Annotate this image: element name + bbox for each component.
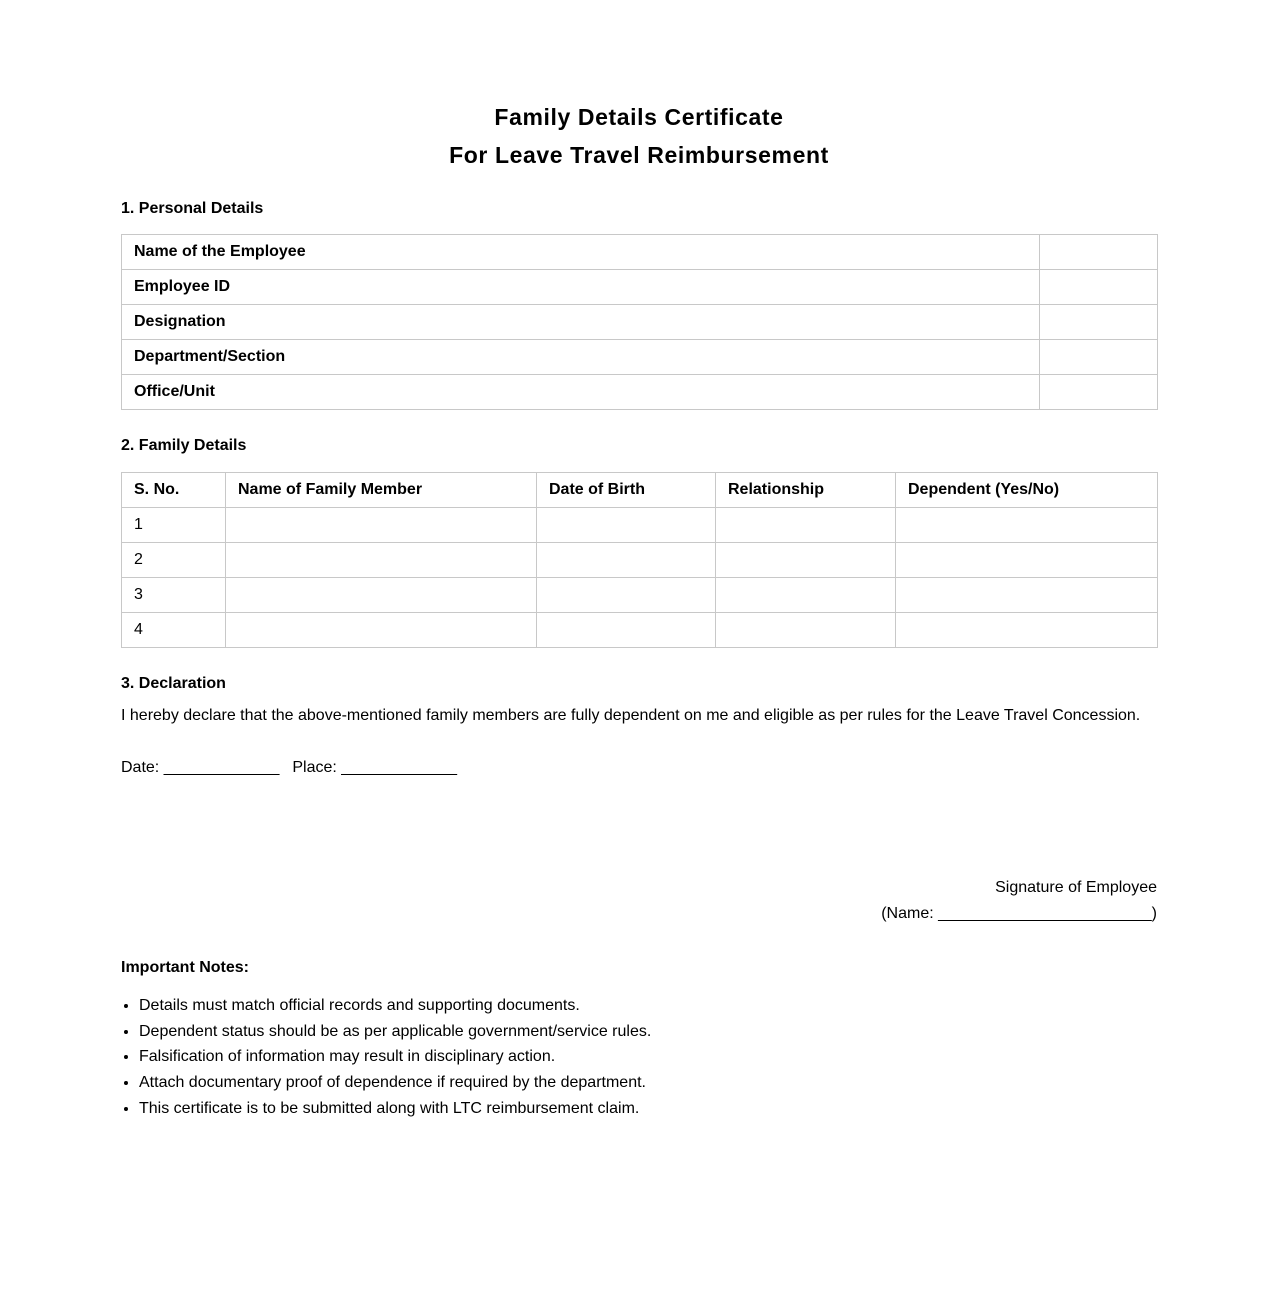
table-row (122, 578, 1158, 613)
declaration-text: I hereby declare that the above-mentioned family members are fully dependent on me and eligible as per rules for the Leave Travel Concession. (121, 707, 1141, 724)
list-item: • Details must match official records and supporting documents. (139, 993, 651, 1019)
dependent-field[interactable] (896, 578, 1158, 613)
table-row (122, 270, 1158, 305)
place-field[interactable]: Place: _____________ (292, 759, 457, 776)
employee-name-label: Name of the Employee (122, 235, 1040, 270)
table-row (122, 305, 1158, 340)
designation-field[interactable] (1040, 305, 1158, 340)
signature-name-field[interactable]: (Name: ________________________) (881, 905, 1157, 922)
list-item: • This certificate is to be submitted along with LTC reimbursement claim. (139, 1096, 651, 1122)
family-details-table (121, 472, 1158, 648)
column-header-sno: S. No. (122, 473, 226, 508)
page-title: Family Details Certificate (494, 104, 784, 130)
table-row (122, 235, 1158, 270)
dependent-field[interactable] (896, 508, 1158, 543)
department-label: Department/Section (122, 340, 1040, 375)
table-row (122, 340, 1158, 375)
family-member-name-field[interactable] (226, 543, 537, 578)
column-header-name: Name of Family Member (226, 473, 537, 508)
list-item: • Falsification of information may result in disciplinary action. (139, 1044, 651, 1070)
personal-details-table (121, 234, 1158, 410)
title-block (121, 98, 1157, 174)
family-member-name-field[interactable] (226, 578, 537, 613)
employee-id-label: Employee ID (122, 270, 1040, 305)
office-unit-field[interactable] (1040, 375, 1158, 410)
date-of-birth-field[interactable] (537, 613, 716, 648)
table-row (122, 613, 1158, 648)
date-of-birth-field[interactable] (537, 543, 716, 578)
column-header-dob: Date of Birth (537, 473, 716, 508)
date-field[interactable]: Date: _____________ (121, 759, 280, 776)
date-of-birth-field[interactable] (537, 508, 716, 543)
dependent-field[interactable] (896, 543, 1158, 578)
page-subtitle: For Leave Travel Reimbursement (449, 142, 829, 168)
row-sno: 2 (122, 543, 226, 578)
column-header-relationship: Relationship (716, 473, 896, 508)
notes-list (121, 993, 651, 1122)
office-unit-label: Office/Unit (122, 375, 1040, 410)
relationship-field[interactable] (716, 543, 896, 578)
date-of-birth-field[interactable] (537, 578, 716, 613)
declaration-heading: 3. Declaration (121, 675, 226, 692)
designation-label: Designation (122, 305, 1040, 340)
signature-label: Signature of Employee (995, 879, 1157, 896)
table-header-row (122, 473, 1158, 508)
table-row (122, 543, 1158, 578)
list-item: • Dependent status should be as per applicable government/service rules. (139, 1019, 651, 1045)
personal-details-heading: 1. Personal Details (121, 200, 264, 217)
row-sno: 4 (122, 613, 226, 648)
list-item: • Attach documentary proof of dependence if required by the department. (139, 1070, 651, 1096)
signature-block (881, 875, 1157, 927)
department-field[interactable] (1040, 340, 1158, 375)
family-member-name-field[interactable] (226, 508, 537, 543)
table-row (122, 508, 1158, 543)
dependent-field[interactable] (896, 613, 1158, 648)
relationship-field[interactable] (716, 508, 896, 543)
family-member-name-field[interactable] (226, 613, 537, 648)
family-details-heading: 2. Family Details (121, 437, 247, 454)
notes-heading: Important Notes: (121, 959, 249, 976)
date-place-line (121, 759, 457, 777)
employee-name-field[interactable] (1040, 235, 1158, 270)
employee-id-field[interactable] (1040, 270, 1158, 305)
relationship-field[interactable] (716, 613, 896, 648)
row-sno: 1 (122, 508, 226, 543)
relationship-field[interactable] (716, 578, 896, 613)
table-row (122, 375, 1158, 410)
column-header-dependent: Dependent (Yes/No) (896, 473, 1158, 508)
row-sno: 3 (122, 578, 226, 613)
